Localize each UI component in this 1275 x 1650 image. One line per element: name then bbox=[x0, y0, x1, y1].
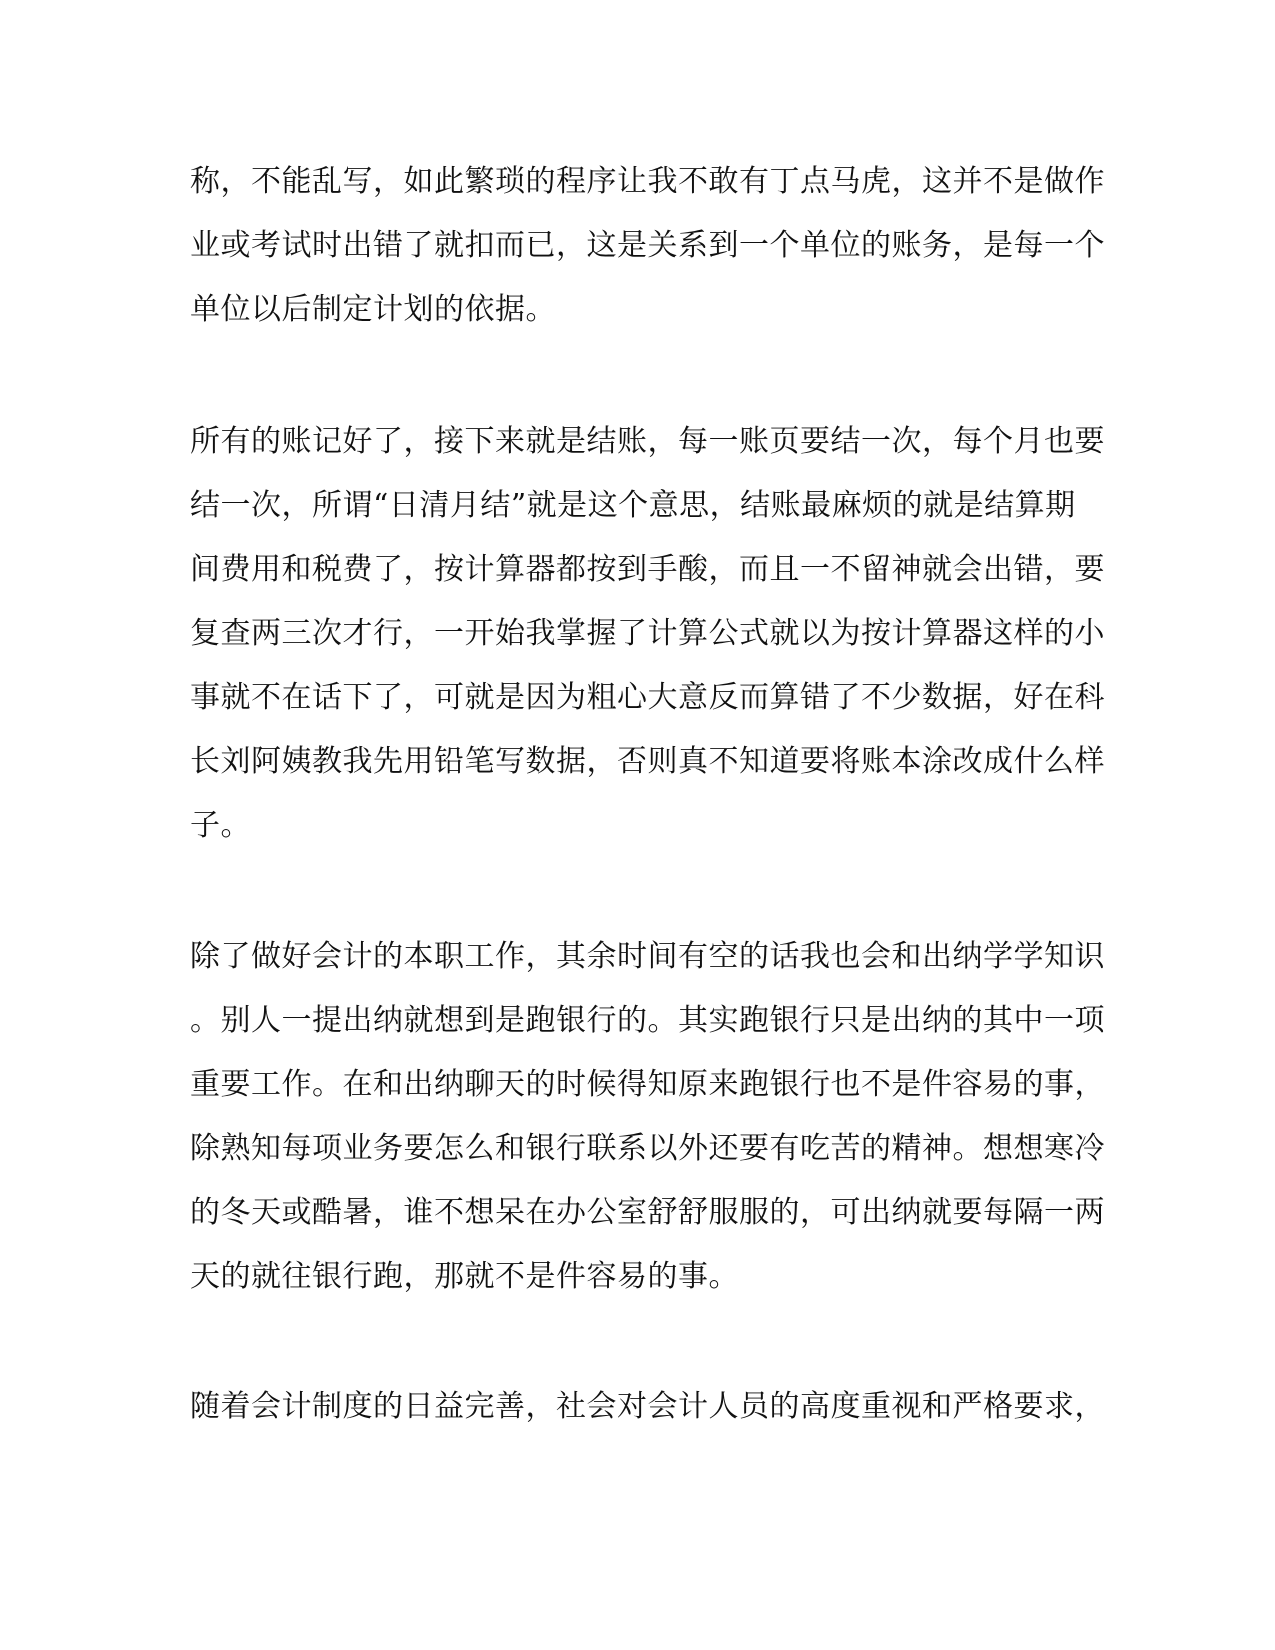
text-line: 事就不在话下了，可就是因为粗心大意反而算错了不少数据，好在科 bbox=[190, 680, 1105, 715]
text-line: 重要工作。在和出纳聊天的时候得知原来跑银行也不是件容易的事， bbox=[190, 1067, 1105, 1102]
text-line: 的冬天或酷暑，谁不想呆在办公室舒舒服服的，可出纳就要每隔一两 bbox=[190, 1195, 1105, 1230]
paragraph-3 bbox=[190, 925, 1105, 1309]
paragraph-4 bbox=[190, 1375, 1105, 1439]
text-line: 长刘阿姨教我先用铅笔写数据，否则真不知道要将账本涂改成什么样 bbox=[190, 744, 1105, 779]
text-line: 所有的账记好了，接下来就是结账，每一账页要结一次，每个月也要 bbox=[190, 424, 1105, 459]
text-line: 除了做好会计的本职工作，其余时间有空的话我也会和出纳学学知识 bbox=[190, 939, 1105, 974]
text-line: 子。 bbox=[190, 808, 251, 843]
text-line: 天的就往银行跑，那就不是件容易的事。 bbox=[190, 1259, 739, 1294]
paragraph-1 bbox=[190, 150, 1105, 342]
text-line: 结一次，所谓“日清月结”就是这个意思，结账最麻烦的就是结算期 bbox=[190, 488, 1076, 523]
text-line: 间费用和税费了，按计算器都按到手酸，而且一不留神就会出错，要 bbox=[190, 552, 1105, 587]
paragraph-2 bbox=[190, 410, 1105, 858]
text-line: 称，不能乱写，如此繁琐的程序让我不敢有丁点马虎，这并不是做作 bbox=[190, 164, 1105, 199]
text-line: 单位以后制定计划的依据。 bbox=[190, 292, 556, 327]
text-line: 除熟知每项业务要怎么和银行联系以外还要有吃苦的精神。想想寒冷 bbox=[190, 1131, 1105, 1166]
text-line: 随着会计制度的日益完善，社会对会计人员的高度重视和严格要求， bbox=[190, 1389, 1105, 1424]
text-line: 业或考试时出错了就扣而已，这是关系到一个单位的账务，是每一个 bbox=[190, 228, 1105, 263]
text-line: 复查两三次才行，一开始我掌握了计算公式就以为按计算器这样的小 bbox=[190, 616, 1105, 651]
text-line: 。别人一提出纳就想到是跑银行的。其实跑银行只是出纳的其中一项 bbox=[190, 1003, 1105, 1038]
